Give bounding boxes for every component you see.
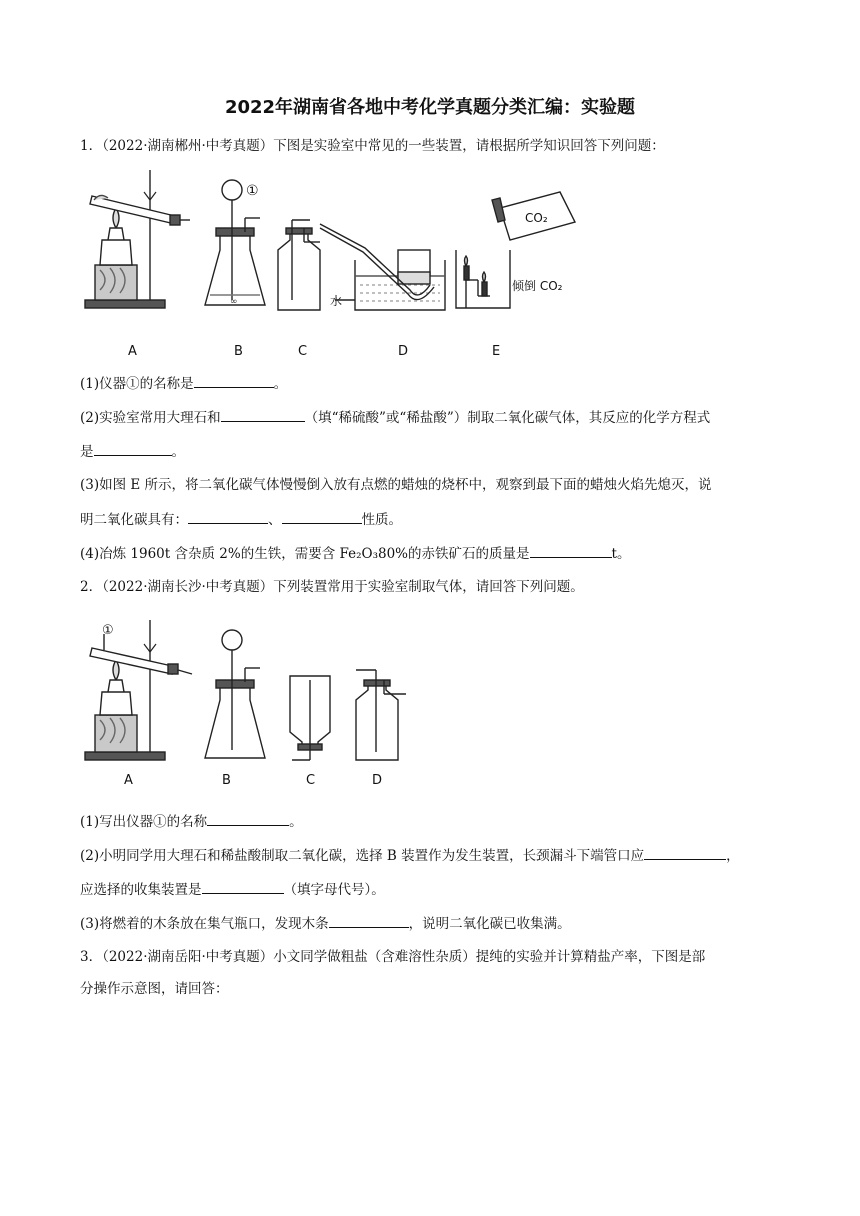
answer-blank[interactable] bbox=[221, 408, 305, 422]
q2-part2: (2)小明同学用大理石和稀盐酸制取二氧化碳，选择 B 装置作为发生装置，长颈漏斗下端管口应 ， bbox=[80, 848, 740, 864]
q1-label-b: B bbox=[234, 344, 243, 359]
q3-stem-cont: 分操作示意图，请回答： bbox=[80, 981, 229, 997]
q1-part4: (4)冶炼 1960t 含杂质 2%的生铁，需要含 Fe₂O₃80%的赤铁矿石的质量是 t。 bbox=[80, 546, 631, 562]
answer-blank[interactable] bbox=[194, 374, 274, 388]
answer-blank[interactable] bbox=[207, 812, 289, 826]
q2-label-c: C bbox=[306, 773, 316, 788]
answer-blank[interactable] bbox=[530, 544, 612, 558]
answer-blank[interactable] bbox=[282, 510, 362, 524]
q2-part3: (3)将燃着的木条放在集气瓶口，发现木条 ，说明二氧化碳已收集满。 bbox=[80, 916, 571, 932]
answer-blank[interactable] bbox=[202, 880, 284, 894]
q1-stem: 1．（2022·湖南郴州·中考真题）下图是实验室中常见的一些装置，请根据所学知识回答下列问题： bbox=[80, 138, 665, 154]
page-title: 2022年湖南省各地中考化学真题分类汇编：实验题 bbox=[224, 97, 636, 118]
q1-co2-label: CO₂ bbox=[525, 211, 548, 225]
q1-water-label: 水 bbox=[330, 294, 343, 308]
q1-figure bbox=[80, 170, 600, 365]
answer-blank[interactable] bbox=[188, 510, 268, 524]
q2-figure bbox=[80, 620, 420, 790]
q1-marker: ① bbox=[246, 183, 259, 199]
q1-label-c: C bbox=[298, 344, 308, 359]
q1-part2: (2)实验室常用大理石和 （填“稀硫酸”或“稀盐酸”）制取二氧化碳气体，其反应的化学方程式 bbox=[80, 410, 711, 426]
answer-blank[interactable] bbox=[644, 846, 726, 860]
q1-label-d: D bbox=[398, 344, 409, 359]
q1-label-a: A bbox=[128, 344, 137, 359]
q2-part1: (1)写出仪器①的名称 。 bbox=[80, 814, 303, 830]
q1-part3: (3)如图 E 所示，将二氧化碳气体慢慢倒入放有点燃的蜡烛的烧杯中，观察到最下面的蜡烛火焰先熄灭，说 bbox=[80, 477, 712, 493]
q2-label-b: B bbox=[222, 773, 231, 788]
svg-text:∞: ∞ bbox=[230, 297, 238, 307]
q2-marker: ① bbox=[102, 623, 114, 638]
q3-stem: 3．（2022·湖南岳阳·中考真题）小文同学做粗盐（含难溶性杂质）提纯的实验并计算精盐产率，下图是部 bbox=[80, 949, 706, 965]
q1-part3-cont: 明二氧化碳具有： 、 性质。 bbox=[80, 512, 402, 528]
q1-part2-cont: 是 。 bbox=[80, 444, 185, 460]
q2-label-a: A bbox=[124, 773, 133, 788]
answer-blank[interactable] bbox=[329, 914, 409, 928]
q2-label-d: D bbox=[372, 773, 383, 788]
q1-part1: (1)仪器①的名称是 。 bbox=[80, 376, 288, 392]
q1-pour-label: 倾倒 CO₂ bbox=[512, 279, 563, 293]
q2-part2-cont: 应选择的收集装置是 （填字母代号）。 bbox=[80, 882, 385, 898]
q2-stem: 2．（2022·湖南长沙·中考真题）下列装置常用于实验室制取气体，请回答下列问题。 bbox=[80, 579, 584, 595]
q1-label-e: E bbox=[492, 344, 501, 359]
answer-blank[interactable] bbox=[94, 442, 172, 456]
